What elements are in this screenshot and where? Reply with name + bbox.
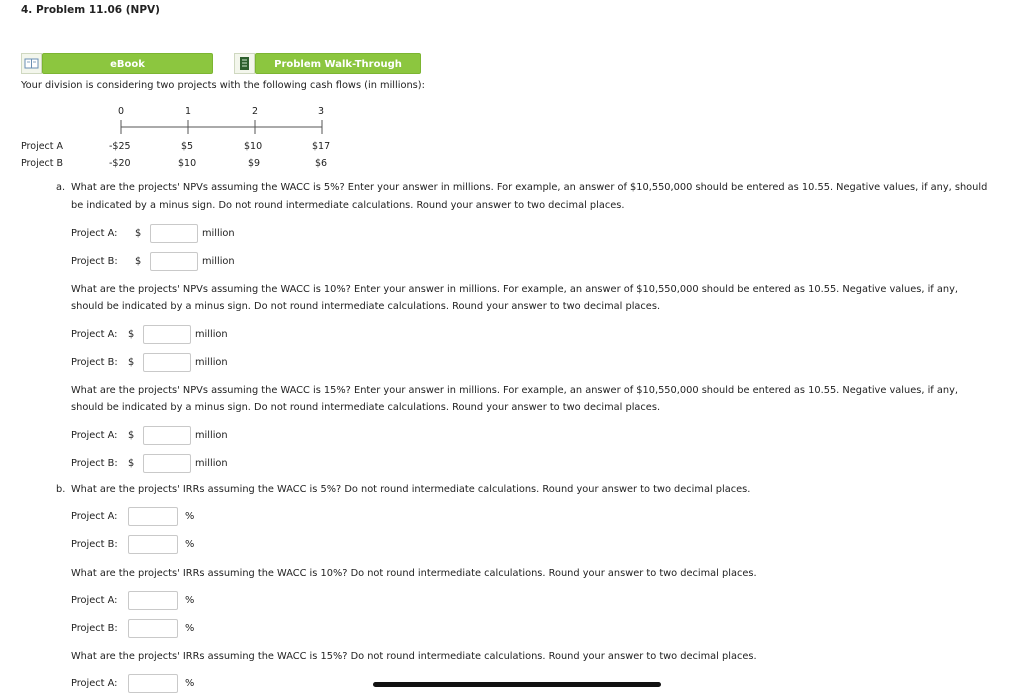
period-1: 1 bbox=[185, 106, 192, 117]
npv-15-question-line2: should be indicated by a minus sign. Do not round intermediate calculations. Round your answer to two decimal places. bbox=[71, 402, 661, 413]
irr-5-a-label: Project A: bbox=[71, 511, 118, 522]
project-b-cf-1: $10 bbox=[178, 158, 197, 169]
intro-text: Your division is considering two projects with the following cash flows (in millions): bbox=[21, 80, 425, 91]
npv-5-question-line2: be indicated by a minus sign. Do not round intermediate calculations. Round your answer to two decimal places. bbox=[71, 200, 625, 211]
npv-5-a-unit: million bbox=[202, 228, 235, 239]
home-indicator-bar bbox=[373, 682, 661, 687]
timeline-axis bbox=[115, 118, 330, 136]
project-a-cf-3: $17 bbox=[312, 141, 331, 152]
irr-10-project-a-input[interactable] bbox=[128, 591, 178, 610]
npv-10-project-a-input[interactable] bbox=[143, 325, 191, 344]
walkthrough-button[interactable]: Problem Walk-Through bbox=[255, 53, 421, 74]
irr-5-b-label: Project B: bbox=[71, 539, 118, 550]
project-b-label: Project B bbox=[21, 158, 64, 169]
irr-10-a-label: Project A: bbox=[71, 595, 118, 606]
npv-5-b-unit: million bbox=[202, 256, 235, 267]
npv-15-question-line1: What are the projects' NPVs assuming the WACC is 15%? Enter your answer in millions. For example, an answer of $10,550,000 should be entered as 10.55. Negative values, if any, bbox=[71, 385, 958, 396]
part-a-letter: a. bbox=[56, 182, 66, 193]
npv-15-project-b-input[interactable] bbox=[143, 454, 191, 473]
npv-15-a-unit: million bbox=[195, 430, 228, 441]
irr-5-project-b-input[interactable] bbox=[128, 535, 178, 554]
irr-15-a-label: Project A: bbox=[71, 678, 118, 689]
project-b-cf-3: $6 bbox=[315, 158, 328, 169]
npv-5-a-dollar: $ bbox=[135, 228, 142, 239]
npv-5-a-label: Project A: bbox=[71, 228, 118, 239]
irr-10-a-unit: % bbox=[185, 595, 195, 606]
project-a-cf-2: $10 bbox=[244, 141, 263, 152]
irr-15-project-a-input[interactable] bbox=[128, 674, 178, 693]
npv-10-question-line2: should be indicated by a minus sign. Do not round intermediate calculations. Round your answer to two decimal places. bbox=[71, 301, 661, 312]
walkthrough-icon[interactable] bbox=[234, 53, 255, 74]
npv-5-project-b-input[interactable] bbox=[150, 252, 198, 271]
npv-10-a-unit: million bbox=[195, 329, 228, 340]
project-a-cf-1: $5 bbox=[181, 141, 194, 152]
npv-15-a-dollar: $ bbox=[128, 430, 135, 441]
irr-5-a-unit: % bbox=[185, 511, 195, 522]
npv-10-a-dollar: $ bbox=[128, 329, 135, 340]
npv-15-b-dollar: $ bbox=[128, 458, 135, 469]
project-a-cf-0: -$25 bbox=[109, 141, 131, 152]
npv-10-project-b-input[interactable] bbox=[143, 353, 191, 372]
part-b-letter: b. bbox=[56, 484, 66, 495]
npv-15-a-label: Project A: bbox=[71, 430, 118, 441]
npv-15-b-label: Project B: bbox=[71, 458, 118, 469]
npv-15-b-unit: million bbox=[195, 458, 228, 469]
irr-10-b-label: Project B: bbox=[71, 623, 118, 634]
npv-10-a-label: Project A: bbox=[71, 329, 118, 340]
project-b-cf-2: $9 bbox=[248, 158, 261, 169]
page-title: 4. Problem 11.06 (NPV) bbox=[21, 4, 160, 16]
npv-10-question-line1: What are the projects' NPVs assuming the WACC is 10%? Enter your answer in millions. For example, an answer of $10,550,000 should be entered as 10.55. Negative values, if any, bbox=[71, 284, 958, 295]
npv-10-b-label: Project B: bbox=[71, 357, 118, 368]
ebook-button[interactable]: eBook bbox=[42, 53, 213, 74]
irr-10-b-unit: % bbox=[185, 623, 195, 634]
irr-5-b-unit: % bbox=[185, 539, 195, 550]
npv-10-b-unit: million bbox=[195, 357, 228, 368]
period-3: 3 bbox=[318, 106, 325, 117]
irr-10-question: What are the projects' IRRs assuming the WACC is 10%? Do not round intermediate calculations. Round your answer to two decimal places. bbox=[71, 568, 757, 579]
project-b-cf-0: -$20 bbox=[109, 158, 131, 169]
period-2: 2 bbox=[252, 106, 259, 117]
irr-15-a-unit: % bbox=[185, 678, 195, 689]
irr-5-question: What are the projects' IRRs assuming the WACC is 5%? Do not round intermediate calculations. Round your answer to two decimal places. bbox=[71, 484, 751, 495]
irr-5-project-a-input[interactable] bbox=[128, 507, 178, 526]
npv-5-question-line1: What are the projects' NPVs assuming the WACC is 5%? Enter your answer in millions. For example, an answer of $10,550,000 should be entered as 10.55. Negative values, if any, should bbox=[71, 182, 988, 193]
ebook-icon[interactable] bbox=[21, 53, 42, 74]
period-0: 0 bbox=[118, 106, 125, 117]
irr-10-project-b-input[interactable] bbox=[128, 619, 178, 638]
npv-5-b-label: Project B: bbox=[71, 256, 118, 267]
npv-5-b-dollar: $ bbox=[135, 256, 142, 267]
irr-15-question: What are the projects' IRRs assuming the WACC is 15%? Do not round intermediate calculations. Round your answer to two decimal places. bbox=[71, 651, 757, 662]
npv-15-project-a-input[interactable] bbox=[143, 426, 191, 445]
npv-5-project-a-input[interactable] bbox=[150, 224, 198, 243]
project-a-label: Project A bbox=[21, 141, 64, 152]
npv-10-b-dollar: $ bbox=[128, 357, 135, 368]
